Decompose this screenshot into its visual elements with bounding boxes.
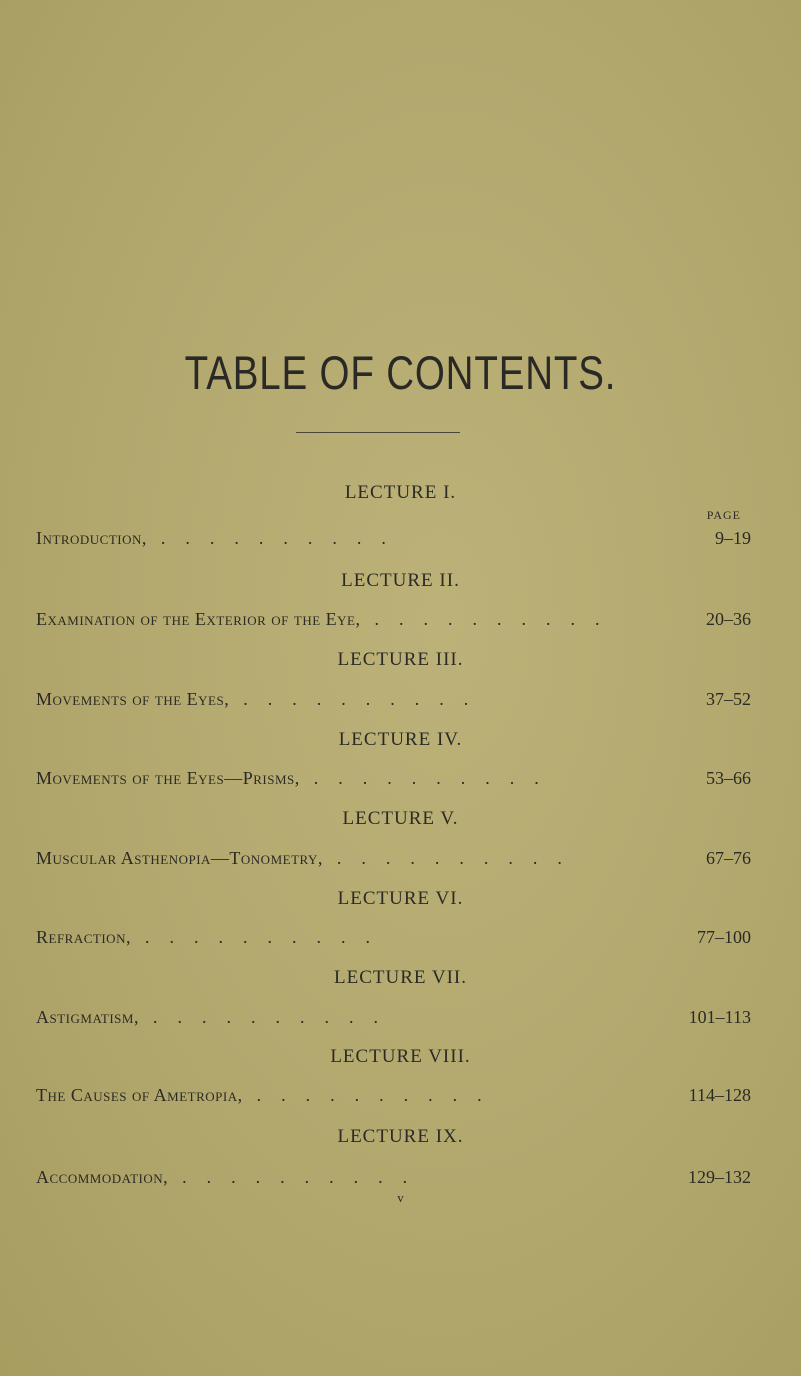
leader-dots: ..........	[182, 1167, 428, 1187]
lecture-heading: LECTURE IV.	[338, 729, 463, 750]
lecture-heading: LECTURE III.	[337, 649, 464, 670]
leader-dots: ..........	[243, 689, 489, 709]
toc-entry-title: Astigmatism,	[36, 1007, 139, 1027]
toc-entry	[36, 848, 751, 872]
lecture-heading: LECTURE I.	[344, 482, 457, 503]
toc-entry-pages: 77–100	[697, 927, 751, 947]
toc-entry-pages: 101–113	[688, 1007, 751, 1027]
leader-dots: ..........	[313, 768, 559, 788]
lecture-heading: LECTURE V.	[342, 808, 459, 829]
toc-entry-pages: 37–52	[706, 689, 751, 709]
lecture-heading: LECTURE VIII.	[330, 1046, 471, 1067]
toc-entry-pages: 129–132	[688, 1167, 751, 1187]
lecture-heading: LECTURE II.	[341, 570, 460, 591]
toc-entry	[36, 927, 751, 951]
leader-dots: ..........	[160, 528, 406, 548]
page-folio: v	[397, 1190, 404, 1205]
leader-dots: ..........	[152, 1007, 398, 1027]
toc-entry-title: Movements of the Eyes—Prisms,	[36, 768, 300, 788]
toc-entry-pages: 20–36	[706, 609, 751, 629]
lecture-heading: LECTURE VI.	[337, 888, 464, 909]
toc-entry-pages: 9–19	[715, 528, 751, 548]
toc-entry-pages: 114–128	[688, 1085, 751, 1105]
lecture-heading: LECTURE VII.	[333, 967, 468, 988]
page-column-label: PAGE	[706, 508, 741, 522]
leader-dots: ..........	[336, 848, 582, 868]
toc-entry-title: Movements of the Eyes,	[36, 689, 230, 709]
leader-dots: ..........	[256, 1085, 502, 1105]
toc-entry-title: Examination of the Exterior of the Eye,	[36, 609, 361, 629]
toc-entry-title: Accommodation,	[36, 1167, 169, 1187]
toc-entry	[36, 609, 751, 633]
leader-dots: ..........	[144, 927, 390, 947]
toc-entry	[36, 1167, 751, 1191]
toc-entry	[36, 1085, 751, 1109]
toc-entry	[36, 528, 751, 552]
toc-entry-title: The Causes of Ametropia,	[36, 1085, 243, 1105]
lecture-heading: LECTURE IX.	[337, 1126, 464, 1147]
page-title: TABLE OF CONTENTS.	[184, 346, 617, 399]
toc-entry	[36, 689, 751, 713]
toc-entry-pages: 67–76	[706, 848, 751, 868]
leader-dots: ..........	[374, 609, 620, 629]
toc-entry	[36, 1007, 751, 1031]
title-rule	[296, 432, 460, 433]
toc-entry-title: Introduction,	[36, 528, 147, 548]
toc-entry-title: Refraction,	[36, 927, 131, 947]
toc-entry	[36, 768, 751, 792]
toc-entry-title: Muscular Asthenopia—Tonometry,	[36, 848, 323, 868]
toc-entry-pages: 53–66	[706, 768, 751, 788]
